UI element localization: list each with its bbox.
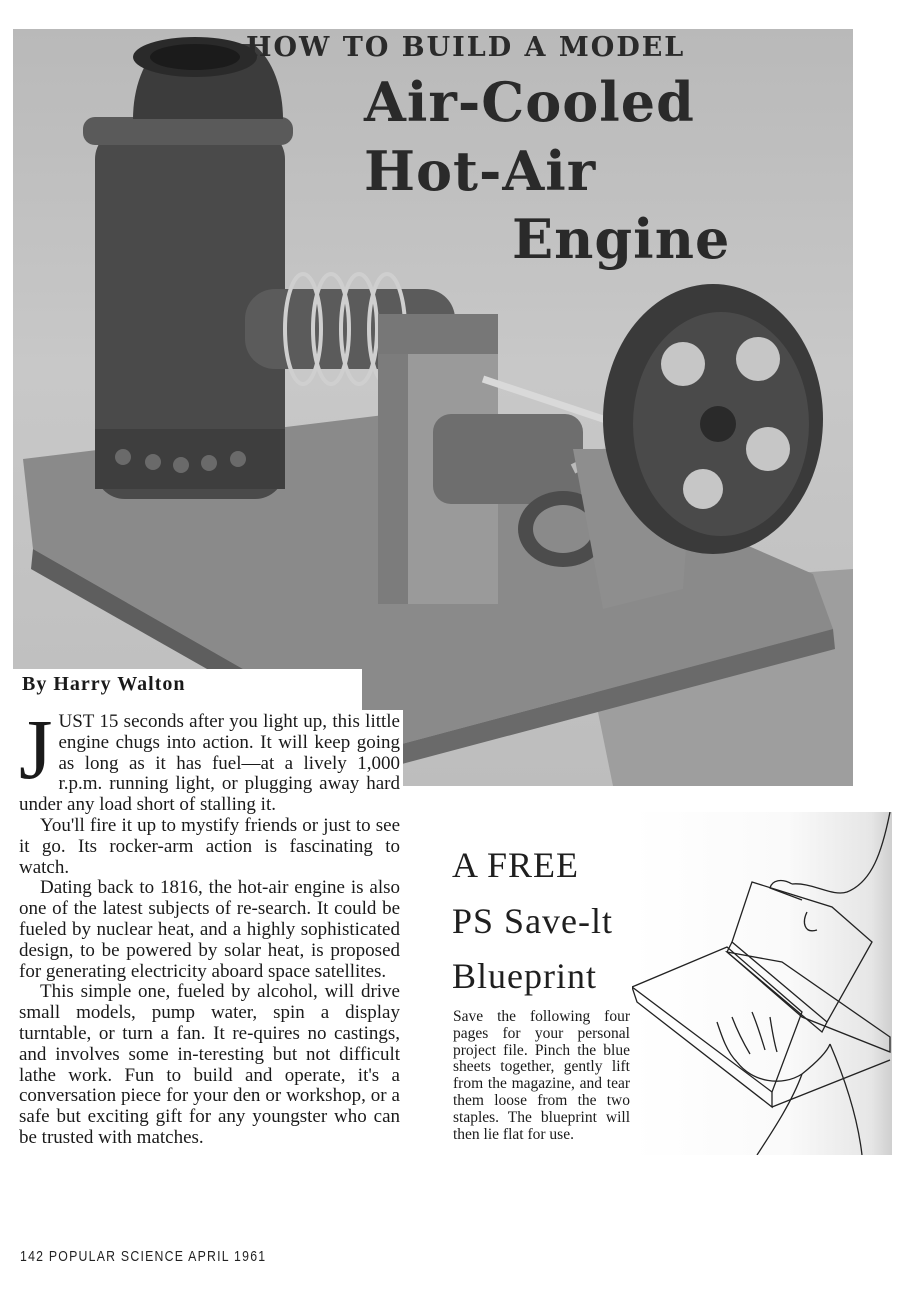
title-line-1: Air-Cooled: [364, 70, 695, 134]
hands-tearing-pages-sketch: [632, 812, 892, 1155]
paragraph-4: This simple one, fueled by alcohol, will drive small models, pump water, spin a display turntable, or turn a fan. It re-quires no castings, and involves some in-teresting but not difficult lathe work. Fun to build and operate, it's a conversation piece for your den or workshop, or a safe but exciting gift for any youngster who can be trusted with matches.: [19, 981, 400, 1148]
paragraph-1-text: UST 15 seconds after you light up, this little engine chugs into action. It will keep going as long as it has fuel—at a lively 1,000 r.p.m. running light, or plugging away hard under any load short of stalling it.: [19, 711, 400, 816]
paragraph-1: [19, 701, 400, 816]
blueprint-offer-heading: [452, 838, 613, 1005]
paragraph-3: Dating back to 1816, the hot-air engine is also one of the latest subjects of re-search. It could be fueled by nuclear heat, and a highly sophisticated design, to be powered by solar heat, is proposed for generating electricity aboard space satellites.: [19, 877, 400, 982]
title-line-3: Engine: [512, 207, 731, 271]
article-body: [19, 701, 400, 1149]
byline: By Harry Walton: [22, 673, 186, 695]
offer-line-2: PS Save-lt: [452, 900, 614, 941]
offer-line-3: Blueprint: [452, 956, 597, 996]
blueprint-instructions: Save the following four pages for your personal project file. Pinch the blue sheets together, gently lift from the magazine, and tear them loose from the two staples. The blueprint will then lie flat for use.: [453, 1008, 630, 1143]
title-line-2: Hot-Air: [364, 139, 597, 203]
paragraph-2: You'll fire it up to mystify friends or just to see it go. Its rocker-arm action is fascinating to watch.: [19, 814, 400, 878]
sketch-drawing: [632, 812, 892, 1155]
drop-cap: J: [19, 701, 53, 797]
title-kicker: HOW TO BUILD A MODEL: [246, 32, 686, 63]
offer-line-1: A FREE: [452, 845, 580, 885]
page-footer: 142 POPULAR SCIENCE APRIL 1961: [20, 1248, 267, 1265]
